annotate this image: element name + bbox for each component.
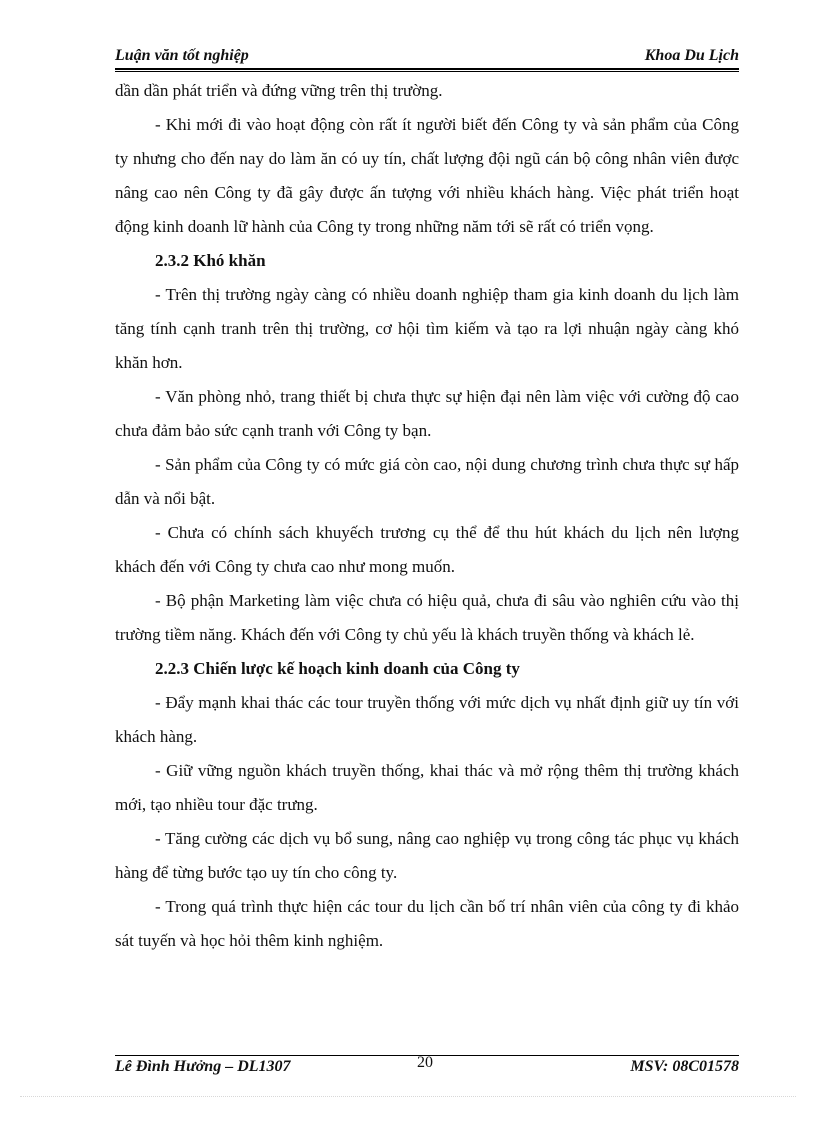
- paragraph: - Tăng cường các dịch vụ bổ sung, nâng cao nghiệp vụ trong công tác phục vụ khách hàng để từng bước tạo uy tín cho công ty.: [115, 829, 739, 882]
- section-heading-strategy: 2.2.3 Chiến lược kế hoạch kinh doanh của Công ty: [155, 659, 520, 678]
- paragraph: - Đẩy mạnh khai thác các tour truyền thống với mức dịch vụ nhất định giữ uy tín với khách hàng.: [115, 693, 739, 746]
- paragraph: - Khi mới đi vào hoạt động còn rất ít người biết đến Công ty và sản phẩm của Công ty nhưng cho đến nay do làm ăn có uy tín, chất lượng đội ngũ cán bộ công nhân viên được nâng cao nên Công ty đã gây được ấn tượng với nhiều khách hàng. Việc phát triển hoạt động kinh doanh lữ hành của Công ty trong những năm tới sẽ rất có triển vọng.: [115, 115, 739, 236]
- page-number: 20: [417, 1054, 433, 1071]
- paragraph: - Bộ phận Marketing làm việc chưa có hiệu quả, chưa đi sâu vào nghiên cứu vào thị trường tiềm năng. Khách đến với Công ty chủ yếu là khách truyền thống và khách lẻ.: [115, 591, 739, 644]
- header-rule-thick: [115, 68, 739, 70]
- paragraph: - Trong quá trình thực hiện các tour du lịch cần bố trí nhân viên của công ty đi khảo sát tuyến và học hỏi thêm kinh nghiệm.: [115, 897, 739, 950]
- page-edge-dotted-line: [20, 1096, 796, 1097]
- header-faculty: Khoa Du Lịch: [644, 47, 739, 64]
- header-thesis-title: Luận văn tốt nghiệp: [115, 47, 249, 64]
- section-heading-difficulties: 2.3.2 Khó khăn: [155, 251, 266, 270]
- paragraph: - Văn phòng nhỏ, trang thiết bị chưa thực sự hiện đại nên làm việc với cường độ cao chưa đảm bảo sức cạnh tranh với Công ty bạn.: [115, 387, 739, 440]
- paragraph: - Sản phẩm của Công ty có mức giá còn cao, nội dung chương trình chưa thực sự hấp dẫn và nổi bật.: [115, 455, 739, 508]
- header-rule-thin: [115, 71, 739, 72]
- paragraph-continuation: dần dần phát triển và đứng vững trên thị trường.: [115, 81, 443, 100]
- paragraph: - Giữ vững nguồn khách truyền thống, khai thác và mở rộng thêm thị trường khách mới, tạo nhiều tour đặc trưng.: [115, 761, 739, 814]
- footer-student-id: MSV: 08C01578: [630, 1058, 739, 1075]
- running-footer: [115, 1054, 739, 1080]
- paragraph: - Trên thị trường ngày càng có nhiều doanh nghiệp tham gia kinh doanh du lịch làm tăng tính cạnh tranh trên thị trường, cơ hội tìm kiếm và tạo ra lợi nhuận ngày càng khó khăn hơn.: [115, 285, 739, 372]
- running-header: [115, 44, 739, 68]
- footer-author: Lê Đình Hưởng – DL1307: [115, 1058, 291, 1075]
- body-text: [115, 74, 739, 958]
- paragraph: - Chưa có chính sách khuyếch trương cụ thể để thu hút khách du lịch nên lượng khách đến với Công ty chưa cao như mong muốn.: [115, 523, 739, 576]
